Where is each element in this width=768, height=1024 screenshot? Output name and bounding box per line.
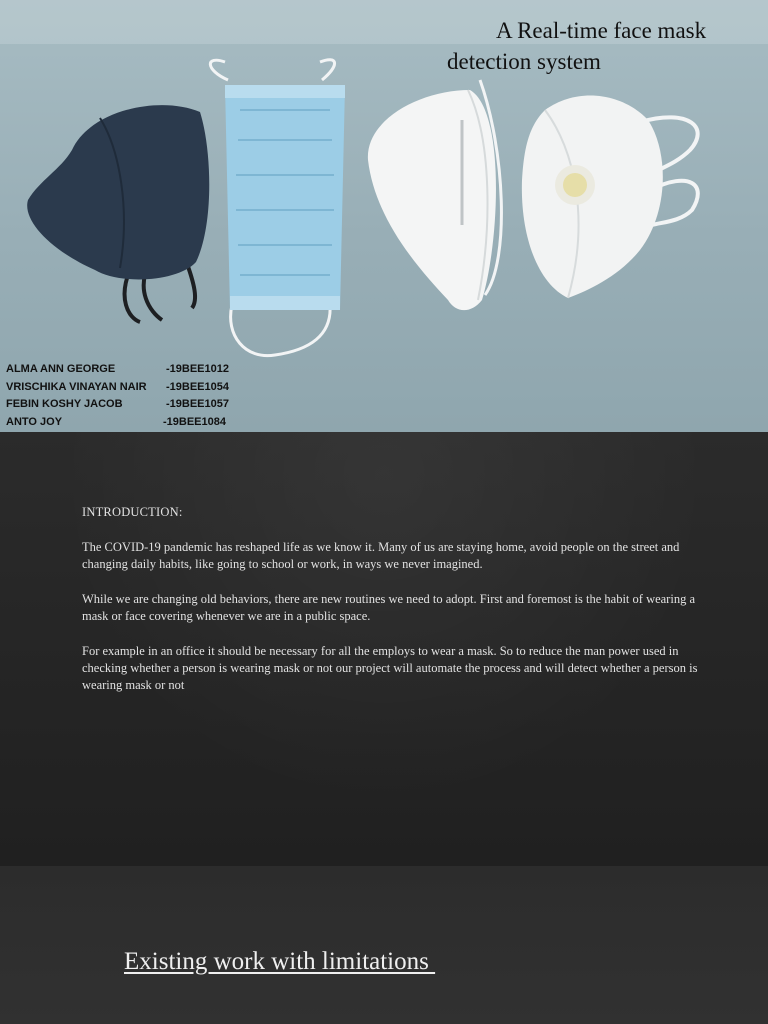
introduction-slide bbox=[0, 432, 768, 866]
respirator-mask-image bbox=[522, 96, 698, 298]
intro-paragraph: For example in an office it should be necessary for all the employs to wear a mask. So to reduce the man power used in checking whether a person is wearing mask or not our project will automate the process and will detect whether a person is wearing mask or not bbox=[82, 644, 698, 692]
member-id: -19BEE1012 bbox=[166, 363, 229, 375]
member-row bbox=[6, 414, 266, 432]
slide-title-line1: A Real-time face mask bbox=[496, 18, 707, 43]
member-name: ANTO JOY bbox=[6, 415, 63, 428]
slide-title-line2: detection system bbox=[447, 49, 601, 74]
introduction-text bbox=[82, 504, 702, 712]
member-row bbox=[6, 379, 266, 397]
existing-work-slide bbox=[0, 866, 768, 1024]
member-name: FEBIN KOSHY JACOB bbox=[6, 398, 123, 410]
title-slide bbox=[0, 0, 768, 432]
member-name: VRISCHIKA VINAYAN NAIR bbox=[6, 380, 147, 393]
member-row bbox=[6, 396, 266, 414]
member-id: -19BEE1054 bbox=[166, 380, 229, 393]
intro-paragraph: While we are changing old behaviors, there are new routines we need to adopt. First and foremost is the habit of wearing a mask or face covering whenever we are in a public space. bbox=[82, 592, 695, 623]
n95-mask-image bbox=[368, 80, 502, 310]
surgical-mask-image bbox=[210, 60, 345, 356]
member-row bbox=[6, 361, 266, 379]
intro-paragraph: The COVID-19 pandemic has reshaped life as we know it. Many of us are staying home, avoid people on the street and changing daily habits, like going to school or work, in ways we never imagined. bbox=[82, 540, 680, 571]
member-name: ALMA ANN GEORGE bbox=[6, 363, 116, 375]
team-members-list bbox=[6, 361, 266, 431]
introduction-heading: INTRODUCTION: bbox=[82, 505, 183, 519]
member-id: -19BEE1084 bbox=[163, 415, 226, 428]
existing-work-title: Existing work with limitations bbox=[124, 948, 436, 975]
cloth-mask-image bbox=[27, 105, 209, 322]
member-id: -19BEE1057 bbox=[166, 398, 229, 410]
